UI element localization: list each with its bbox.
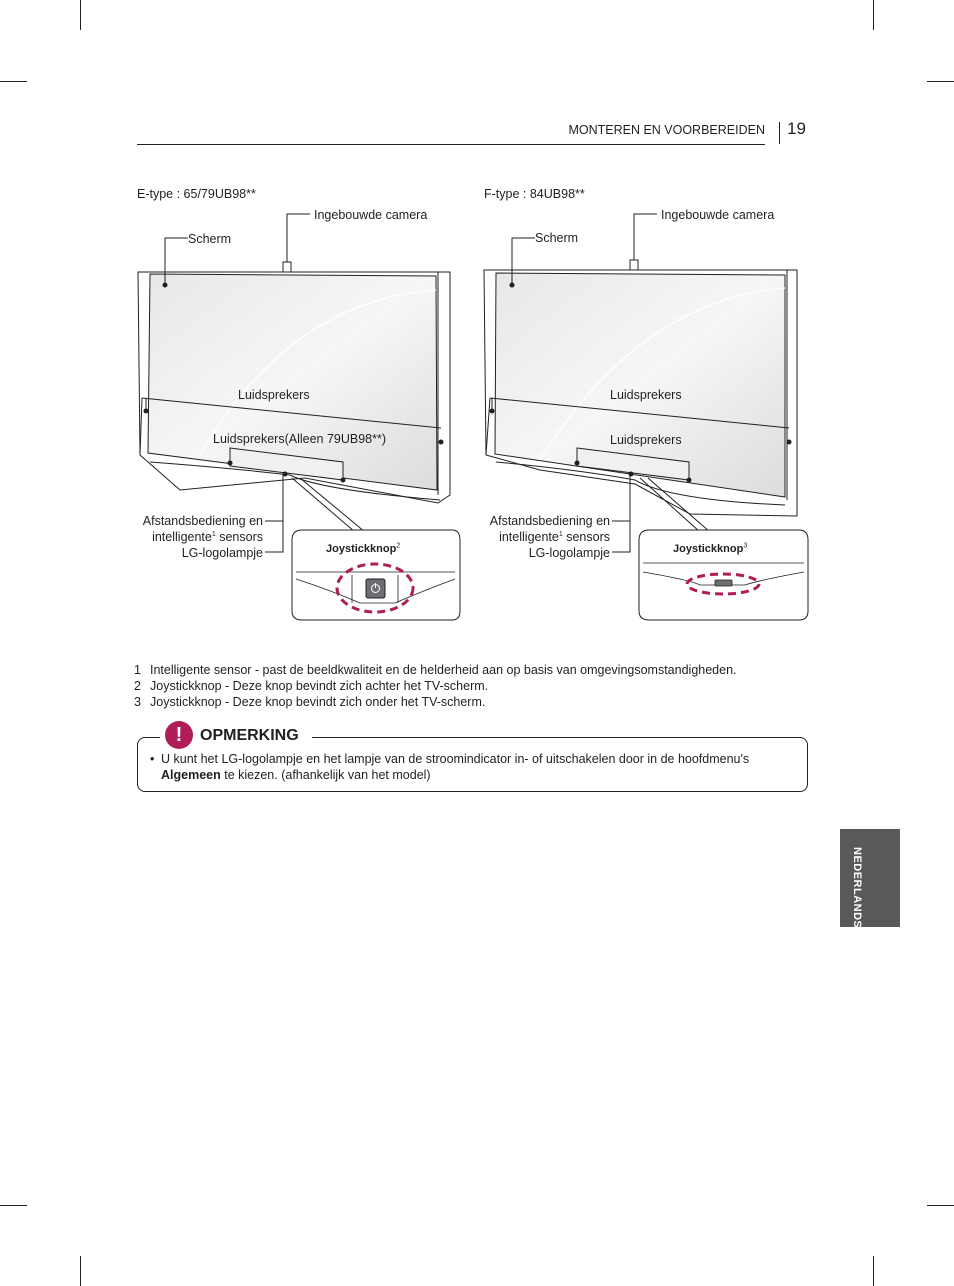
sensor-right-line2a: intelligente bbox=[499, 530, 559, 544]
screen-right-label: Scherm bbox=[535, 231, 579, 245]
footnote-text: Joystickknop - Deze knop bevindt zich achter het TV-scherm. bbox=[150, 679, 489, 693]
page-number: 19 bbox=[787, 119, 806, 138]
note-text bbox=[150, 751, 800, 783]
speakers-bottom-left-label: Luidsprekers(Alleen 79UB98**) bbox=[213, 432, 387, 446]
sensor-right-line1: Afstandsbediening en bbox=[489, 514, 610, 528]
language-tab-label: NEDERLANDS bbox=[851, 847, 863, 929]
bullet: • bbox=[150, 752, 155, 766]
footnote-ref: 1 bbox=[211, 530, 216, 538]
note-title: OPMERKING bbox=[200, 727, 299, 744]
joystick-right-text: Joystickknop bbox=[673, 543, 744, 555]
joystick-left-label bbox=[326, 541, 400, 557]
logo-lamp-right-label: LG-logolampje bbox=[528, 546, 610, 560]
note-text-bold: Algemeen bbox=[161, 768, 221, 782]
model-right-label: F-type : 84UB98** bbox=[484, 187, 585, 201]
sensor-left-line1: Afstandsbediening en bbox=[142, 514, 263, 528]
speakers-left-label: Luidsprekers bbox=[238, 388, 310, 402]
joystick-right-label bbox=[673, 541, 747, 557]
speakers-bottom-right-label: Luidsprekers bbox=[610, 433, 682, 447]
exclamation-icon: ! bbox=[165, 721, 193, 749]
speakers-right-label: Luidsprekers bbox=[610, 388, 682, 402]
footnote-3 bbox=[134, 694, 485, 710]
footnote-num: 1 bbox=[134, 663, 141, 677]
camera-left-label: Ingebouwde camera bbox=[314, 208, 428, 222]
crop-mark bbox=[0, 1205, 27, 1206]
crop-mark bbox=[80, 1256, 81, 1286]
sensor-left-line2a: intelligente bbox=[152, 530, 212, 544]
footnote-ref: 3 bbox=[743, 542, 748, 550]
camera-right-label: Ingebouwde camera bbox=[661, 208, 775, 222]
note-text-part: U kunt het LG-logolampje en het lampje van de stroomindicator in- of uitschakelen door in de hoofdmenu's bbox=[161, 752, 750, 766]
sensor-left-line2b: sensors bbox=[215, 530, 263, 544]
sensor-right-label bbox=[460, 513, 610, 561]
footnote-ref: 2 bbox=[396, 542, 401, 550]
screen-left-label: Scherm bbox=[188, 232, 232, 246]
crop-mark bbox=[873, 1256, 874, 1286]
note-text-part: te kiezen. (afhankelijk van het model) bbox=[220, 768, 431, 782]
section-title: MONTEREN EN VOORBEREIDEN bbox=[568, 123, 765, 137]
logo-lamp-left-label: LG-logolampje bbox=[181, 546, 263, 560]
footnote-ref: 1 bbox=[558, 530, 563, 538]
joystick-left-text: Joystickknop bbox=[326, 543, 397, 555]
footnote-num: 2 bbox=[134, 679, 141, 693]
sensor-left-label bbox=[113, 513, 263, 561]
sensor-right-line2b: sensors bbox=[562, 530, 610, 544]
footnote-2 bbox=[134, 678, 488, 694]
footnote-text: Joystickknop - Deze knop bevindt zich onder het TV-scherm. bbox=[150, 695, 486, 709]
footnote-1 bbox=[134, 662, 737, 678]
crop-mark bbox=[927, 1205, 954, 1206]
model-left-label: E-type : 65/79UB98** bbox=[137, 187, 256, 201]
footnote-text: Intelligente sensor - past de beeldkwaliteit en de helderheid aan op basis van omgevingsomstandigheden. bbox=[150, 663, 737, 677]
footnote-num: 3 bbox=[134, 695, 141, 709]
